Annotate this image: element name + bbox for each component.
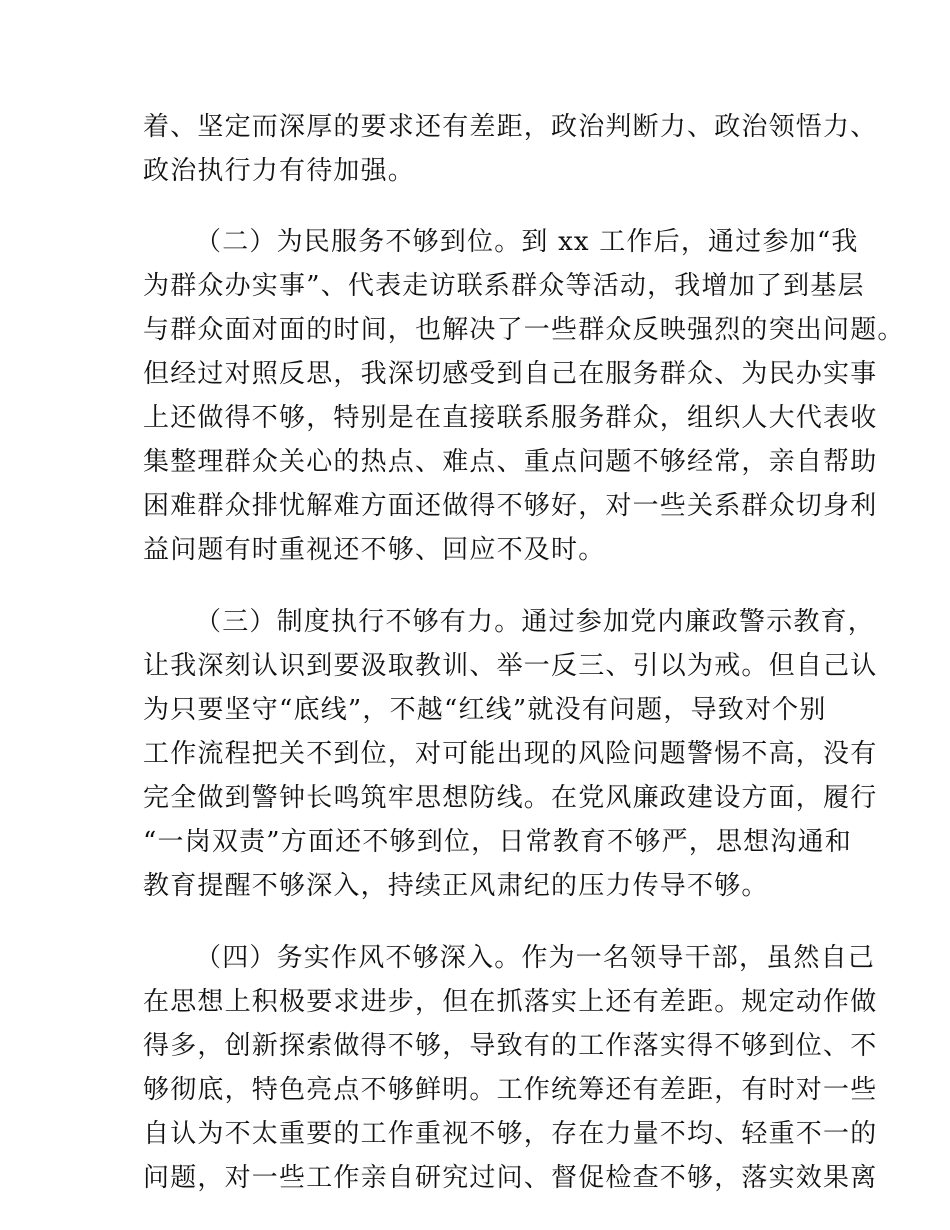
text-line: 让我深刻认识到要汲取教训、举一反三、引以为戒。但自己认 [143, 651, 878, 681]
text-line: 困难群众排忧解难方面还做得不够好，对一些关系群众切身利 [143, 491, 878, 521]
text-line: 集整理群众关心的热点、难点、重点问题不够经常，亲自帮助 [143, 447, 878, 477]
text-line: 上还做得不够，特别是在直接联系服务群众，组织人大代表收 [143, 403, 878, 433]
text-line: 得多，创新探索做得不够，导致有的工作落实得不够到位、不 [143, 1031, 878, 1061]
text-line: 着、坚定而深厚的要求还有差距，政治判断力、政治领悟力、 [143, 112, 878, 142]
section-heading-3: （三）制度执行不够有力。通过参加党内廉政警示教育， [195, 607, 876, 637]
text-line: 为只要坚守“底线”，不越“红线”就没有问题，导致对个别 [143, 695, 827, 725]
text-line: 教育提醒不够深入，持续正风肃纪的压力传导不够。 [143, 871, 769, 901]
text-line: 问题，对一些工作亲自研究过问、督促检查不够，落实效果离 [143, 1163, 878, 1193]
text-line: 政治执行力有待加强。 [143, 156, 416, 186]
section-heading-4: （四）务实作风不够深入。作为一名领导干部，虽然自己 [195, 943, 876, 973]
text-line: 完全做到警钟长鸣筑牢思想防线。在党风廉政建设方面，履行 [143, 783, 878, 813]
text-line: 益问题有时重视还不够、回应不及时。 [143, 535, 606, 565]
text-line: 工作流程把关不到位，对可能出现的风险问题警惕不高，没有 [143, 739, 878, 769]
text-line: “一岗双责”方面还不够到位，日常教育不够严，思想沟通和 [143, 827, 852, 857]
text-line: 自认为不太重要的工作重视不够，存在力量不均、轻重不一的 [143, 1119, 878, 1149]
text-line: 在思想上积极要求进步，但在抓落实上还有差距。规定动作做 [143, 987, 878, 1017]
section-heading-2: （二）为民服务不够到位。到 xx 工作后，通过参加“我 [195, 227, 859, 257]
text-line: 但经过对照反思，我深切感受到自己在服务群众、为民办实事 [143, 359, 878, 389]
text-line: 为群众办实事”、代表走访联系群众等活动，我增加了到基层 [143, 271, 865, 301]
text-line: 与群众面对面的时间，也解决了一些群众反映强烈的突出问题。 [143, 315, 905, 345]
text-line: 够彻底，特色亮点不够鲜明。工作统筹还有差距，有时对一些 [143, 1075, 878, 1105]
